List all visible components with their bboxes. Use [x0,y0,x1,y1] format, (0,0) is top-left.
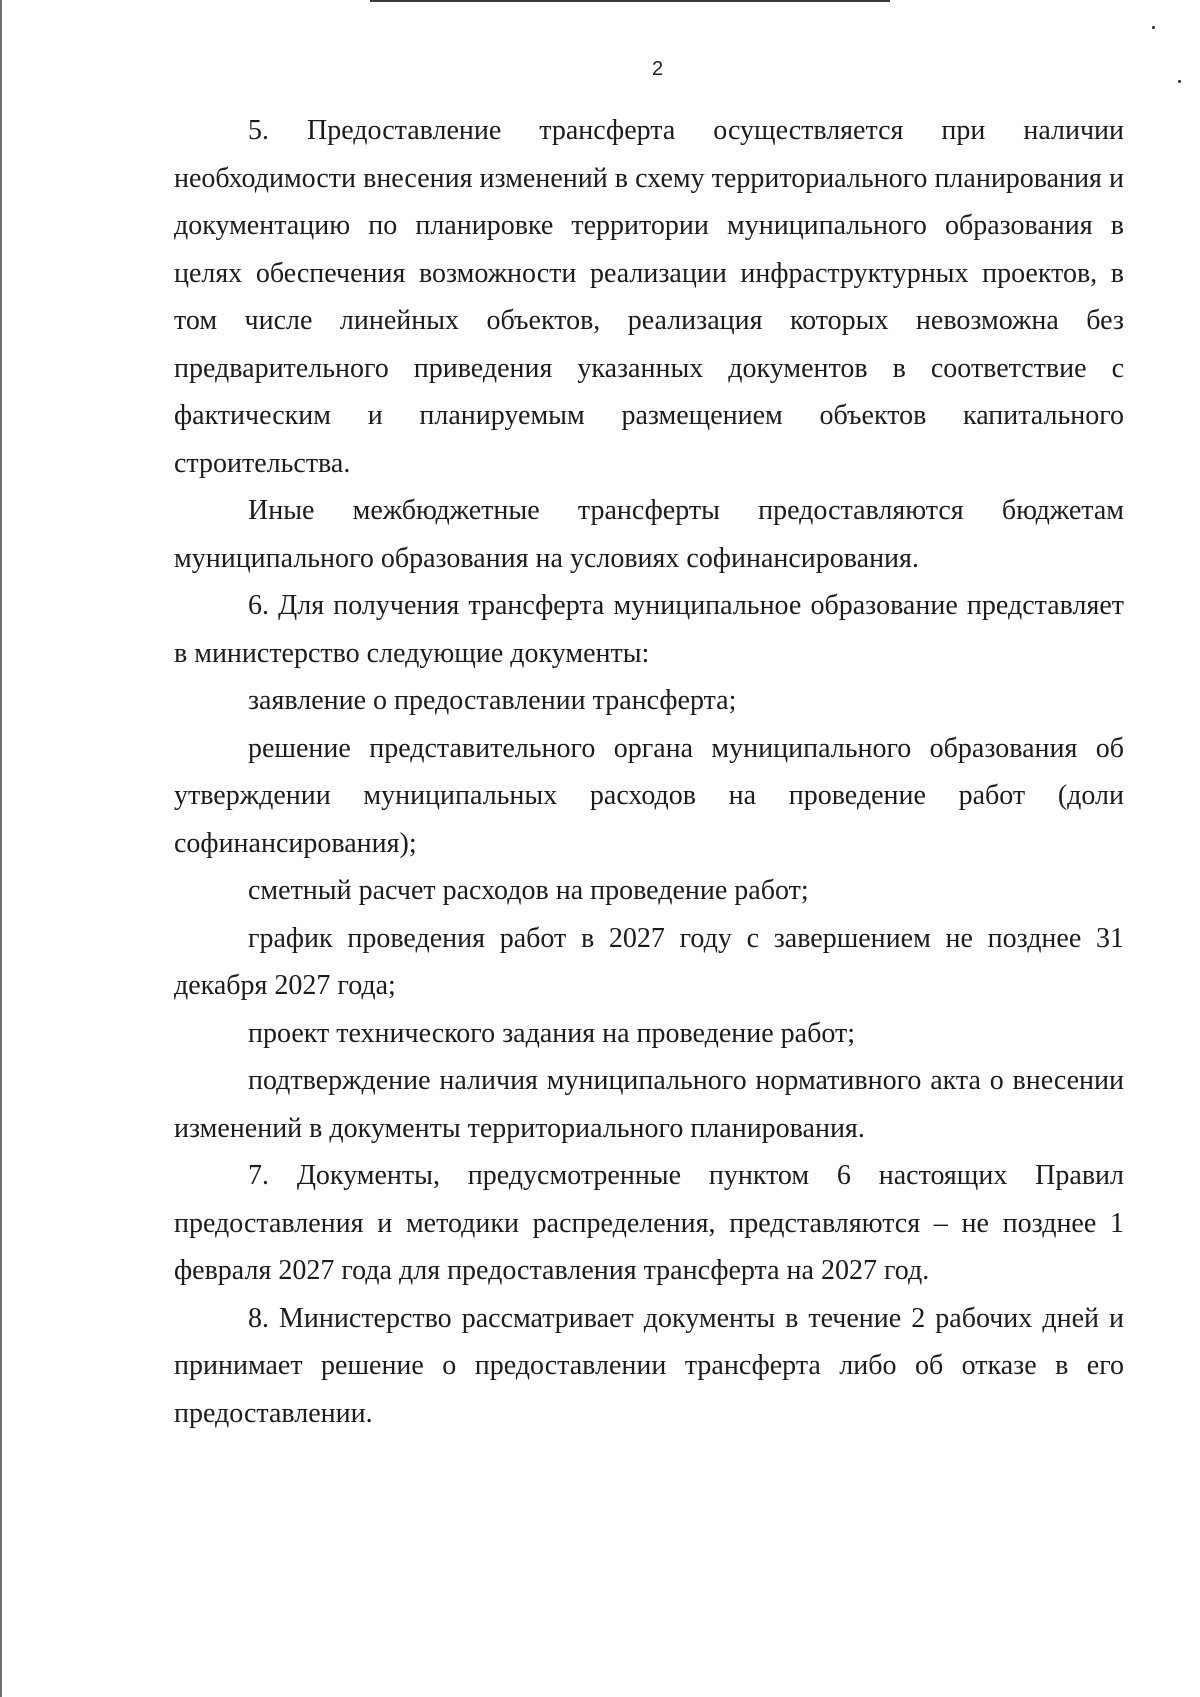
list-item: заявление о предоставлении трансферта; [248,685,737,716]
paragraph-other-transfers: Иные межбюджетные трансферты предоставляются бюджетам муниципального образования на условиях софинансирования. [174,495,1124,574]
scan-edge [0,0,2,1697]
scan-speck [1152,26,1155,29]
top-rule [370,0,890,2]
list-item: подтверждение наличия муниципального нормативного акта о внесении изменений в документы территориального планирования. [174,1065,1124,1144]
list-item: сметный расчет расходов на проведение работ; [248,875,809,906]
document-body [174,107,1124,1437]
paragraph-8: 8. Министерство рассматривает документы в течение 2 рабочих дней и принимает решение о предоставлении трансферта либо об отказе в его предоставлении. [174,1302,1124,1429]
list-item: график проведения работ в 2027 году с завершением не позднее 31 декабря 2027 года; [174,922,1124,1001]
paragraph-6: 6. Для получения трансферта муниципальное образование представляет в министерство следующие документы: [174,590,1124,669]
paragraph-7: 7. Документы, предусмотренные пунктом 6 настоящих Правил предоставления и методики распределения, представляются – не позднее 1 февраля 2027 года для предоставления трансферта на 2027 год. [174,1160,1124,1286]
paragraph-5: 5. Предоставление трансферта осуществляется при наличии необходимости внесения изменений в схему территориального планирования и документацию по планировке территории муниципального образования в целях обеспечения возможности реализации инфраструктурных проектов, в том числе линейных объектов, реализация которых невозможна без предварительного приведения указанных документов в соответствие с фактическим и планируемым размещением объектов капитального строительства. [174,115,1124,479]
page-number: 2 [651,58,664,80]
list-item: решение представительного органа муниципального образования об утверждении муниципальных расходов на проведение работ (доли софинансирования); [174,732,1124,859]
list-item: проект технического задания на проведение работ; [248,1017,856,1049]
